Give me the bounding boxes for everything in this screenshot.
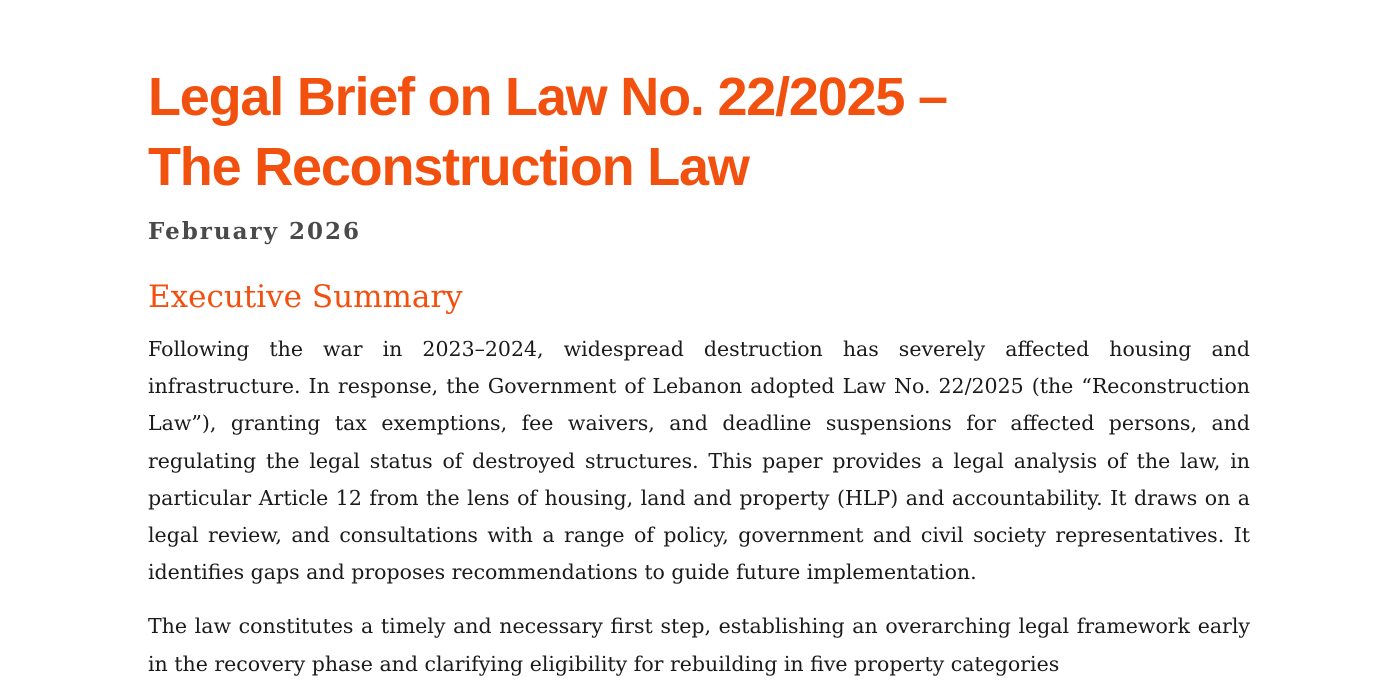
document-content	[148, 62, 1250, 683]
summary-paragraph-1: Following the war in 2023–2024, widespread destruction has severely affected housing and infrastructure. In response, the Government of Lebanon adopted Law No. 22/2025 (the “Reconstruction Law”), granting tax exemptions, fee waivers, and deadline suspensions for affected persons, and regulating the legal status of destroyed structures. This paper provides a legal analysis of the law, in particular Article 12 from the lens of housing, land and property (HLP) and accountability. It draws on a legal review, and consultations with a range of policy, government and civil society representatives. It identifies gaps and proposes recommendations to guide future implementation.	[148, 337, 1250, 585]
document-title	[148, 62, 1250, 202]
document-title-line-2: The Reconstruction Law	[148, 137, 749, 197]
document-title-line-1: Legal Brief on Law No. 22/2025 –	[148, 67, 947, 127]
document-date: February 2026	[148, 218, 362, 245]
section-heading-executive-summary: Executive Summary	[148, 279, 463, 315]
summary-paragraph-2: The law constitutes a timely and necessary first step, establishing an overarching legal framework early in the recovery phase and clarifying eligibility for rebuilding in five property categories	[148, 614, 1250, 676]
